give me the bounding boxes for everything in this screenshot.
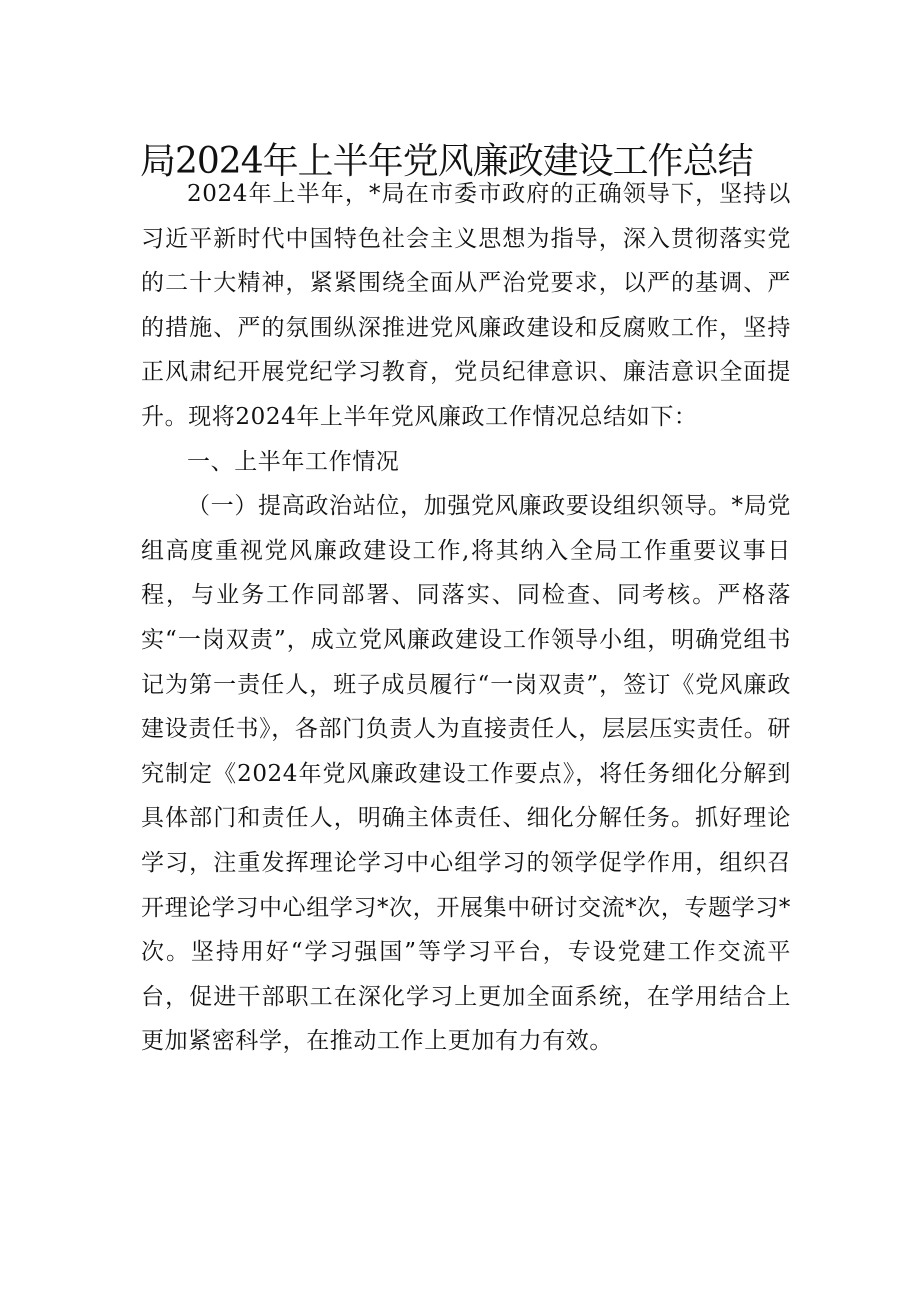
section-paragraph: （一）提高政治站位，加强党风廉政要设组织领导。*局党组高度重视党风廉政建设工作,将其纳入全局工作重要议事日程，与业务工作同部署、同落实、同检查、同考核。严格落实“一岗双责”，成立党风廉政建设工作领导小组，明确党组书记为第一责任人，班子成员履行“一岗双责”，签订《党风廉政建设责任书》，各部门负责人为直接责任人，层层压实责任。研究制定《2024年党风廉政建设工作要点》，将任务细化分解到具体部门和责任人，明确主体责任、细化分解任务。抓好理论学习，注重发挥理论学习中心组学习的领学促学作用，组织召开理论学习中心组学习*次，开展集中研讨交流*次，专题学习*次。坚持用好“学习强国”等学习平台，专设党建工作交流平台，促进干部职工在深化学习上更加全面系统，在学用结合上更加紧密科学，在推动工作上更加有力有效。 (141, 493, 791, 1055)
document-title: 局2024年上半年党风廉政建设工作总结 (140, 141, 753, 182)
section-heading: 一、上半年工作情况 (187, 448, 400, 475)
intro-paragraph: 2024年上半年，*局在市委市政府的正确领导下，坚持以习近平新时代中国特色社会主义思想为指导，深入贯彻落实党的二十大精神，紧紧围绕全面从严治党要求，以严的基调、严的措施、严的氛围纵深推进党风廉政建设和反腐败工作，坚持正风肃纪开展党纪学习教育，党员纪律意识、廉洁意识全面提升。现将2024年上半年党风廉政工作情况总结如下： (141, 181, 791, 430)
document-body (141, 172, 791, 1064)
